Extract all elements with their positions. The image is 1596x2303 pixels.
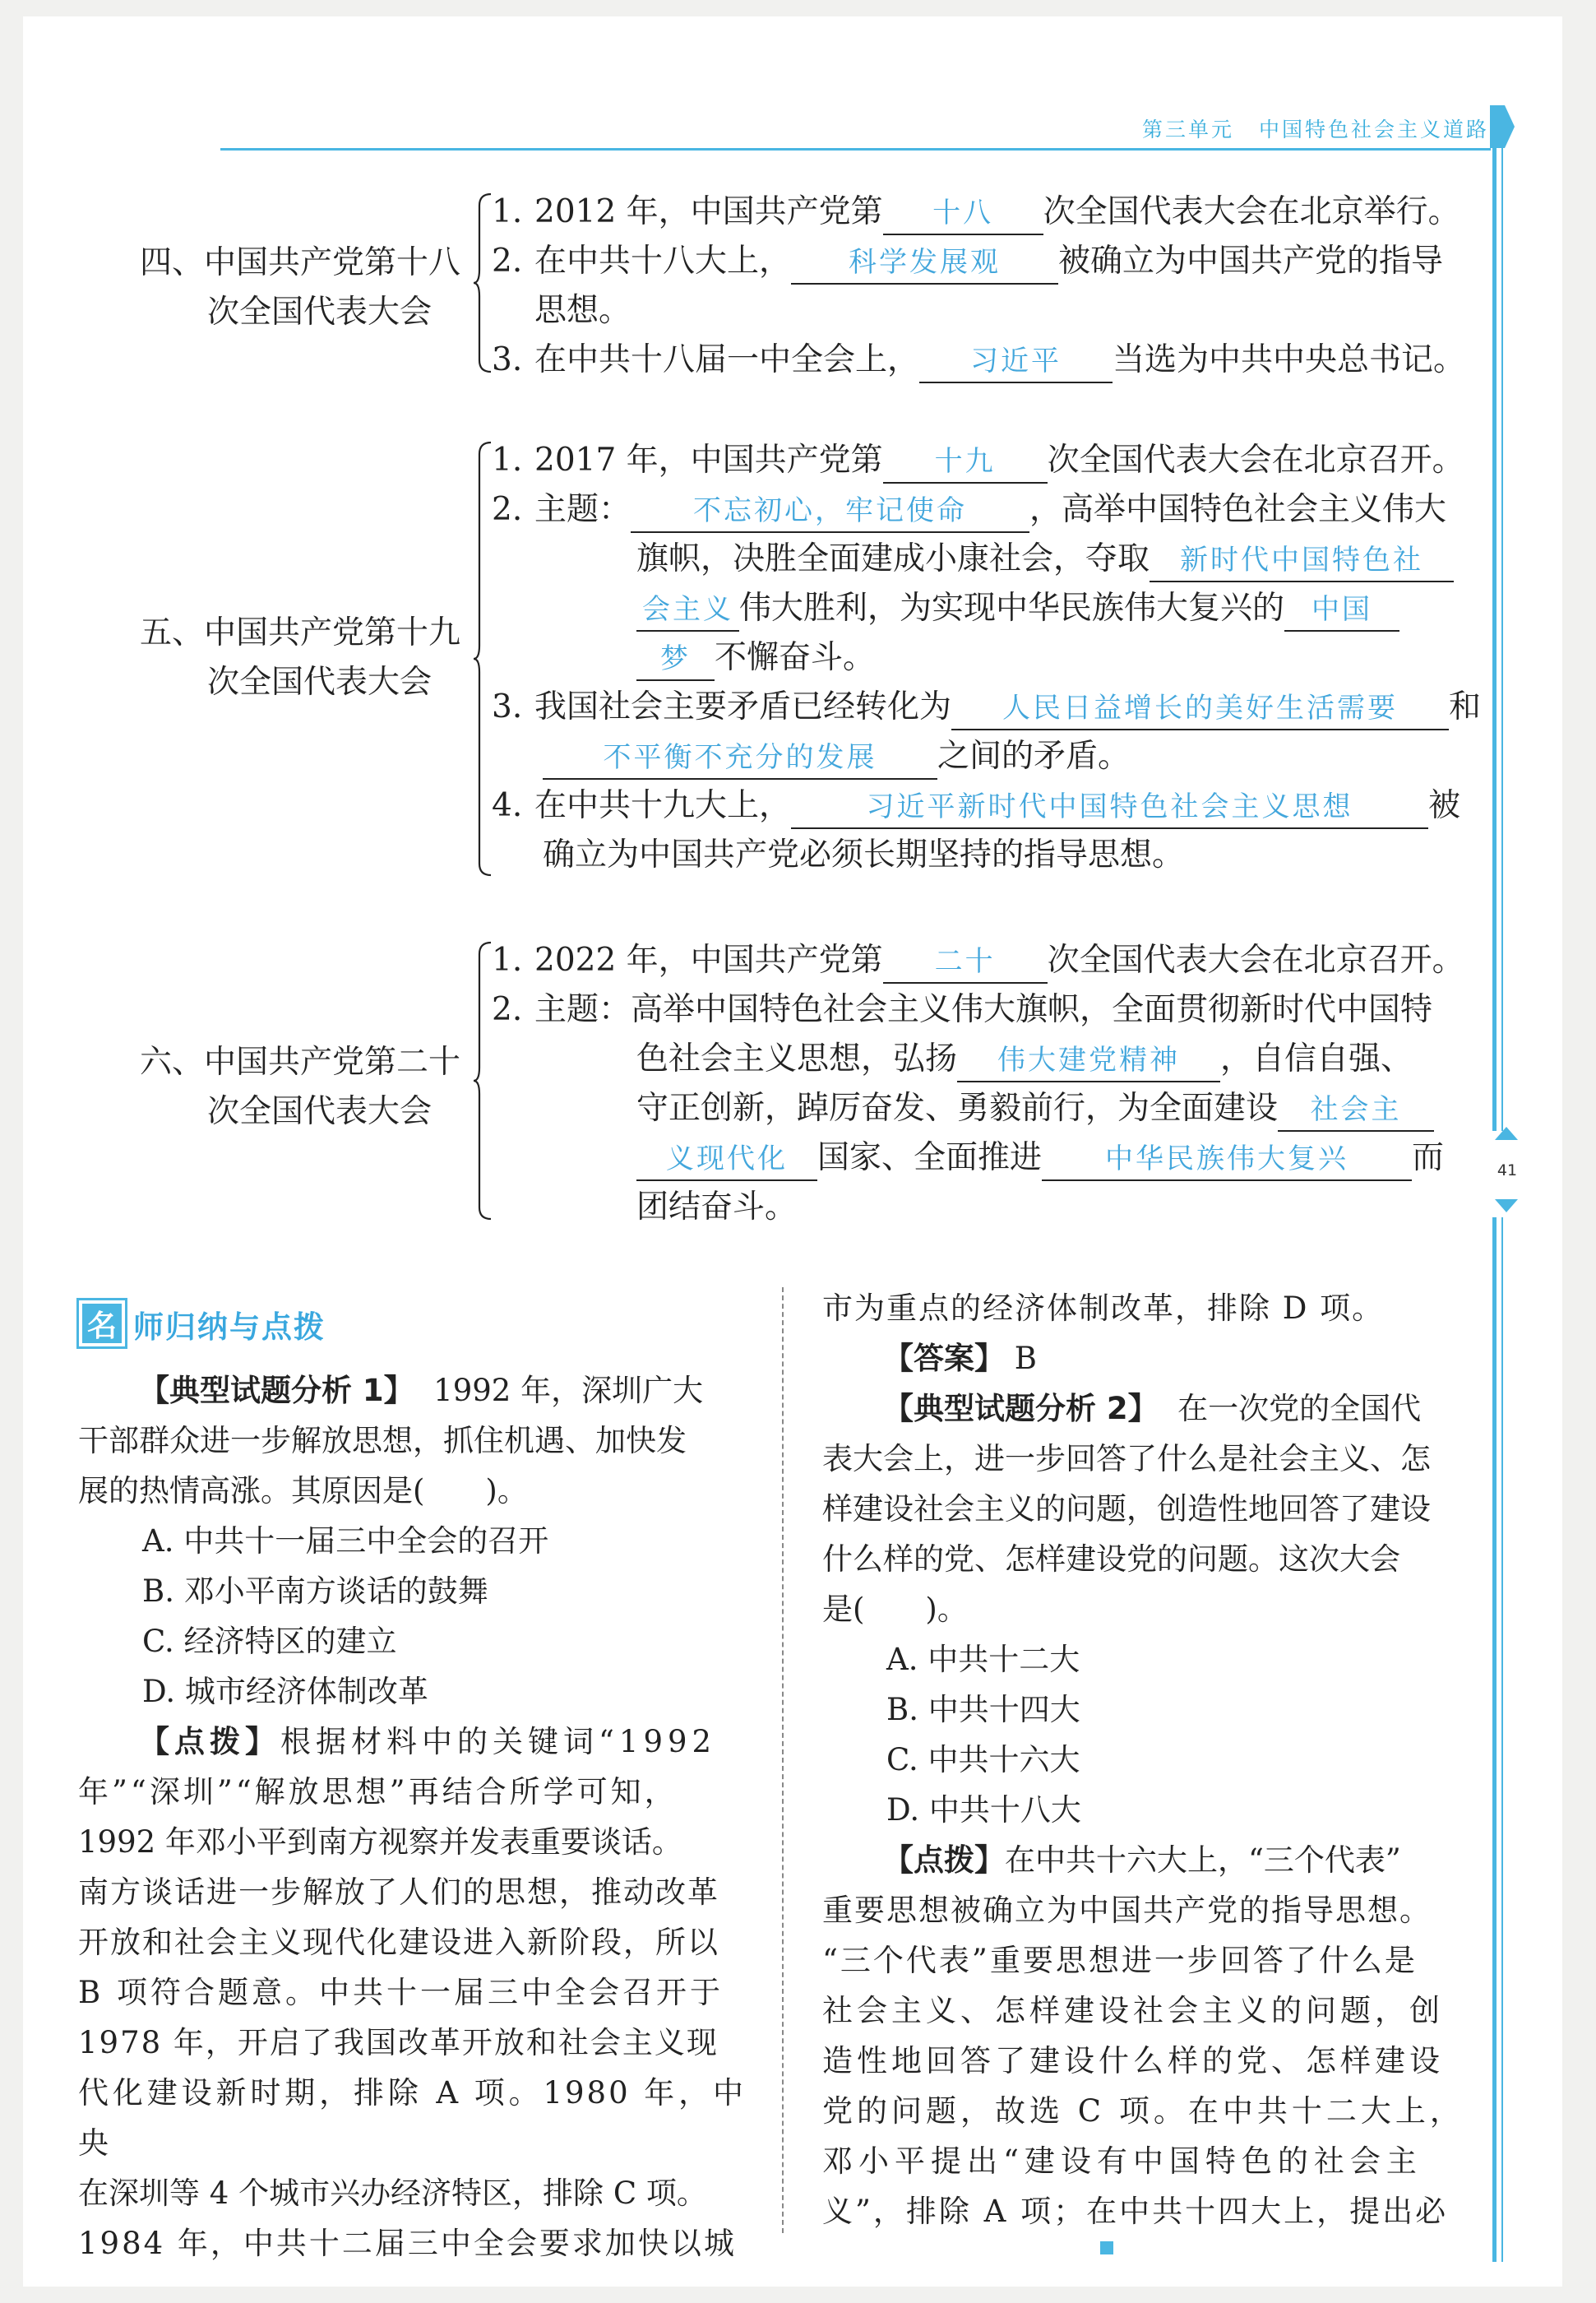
answer-label: 【答案】 <box>883 1341 1005 1376</box>
side-bar-outline-upper <box>1501 148 1520 1131</box>
question-label: 【典型试题分析 1】 <box>139 1373 414 1408</box>
answer-blank: 中华民族伟大复兴 <box>1042 1138 1412 1181</box>
answer-blank: 义现代化 <box>636 1138 817 1181</box>
guide-badge: 名 <box>76 1298 127 1349</box>
section-title: 六、中国共产党第二十 次全国代表大会 <box>140 1044 461 1130</box>
option-c: C. 中共十六大 <box>886 1742 1080 1777</box>
item-list <box>492 188 1483 385</box>
answer-blank: 二十 <box>883 941 1048 984</box>
item-list <box>492 436 1483 880</box>
item-list <box>492 936 1483 1232</box>
answer-blank: 人民日益增长的美好生活需要 <box>951 688 1449 730</box>
list-item: 1. 2017 年，中国共产党第 十九 次全国代表大会在北京召开。 <box>492 436 1483 485</box>
side-bar-lower <box>1492 1217 1497 2262</box>
answer-blank: 不平衡不充分的发展 <box>543 737 937 780</box>
right-column: 市为重点的经济体制改革，排除 D 项。 【答案】 B 【典型试题分析 2】 在一次党的全国代 表大会上，进一步回答了什么是社会主义、怎 样建设社会主义的问题，创造性地回答了建设 什么样的党、怎样建设党的问题。这次大会 是( )。 A. 中共十二大 B. 中共十四大 C. 中共十六大 D. 中共十八大 【点拨】在中共十六大上，“三个代表” 重要思想被确立为中国共产党的指导思想。 “三个代表”重要思想进一步回答了什么是 社会主义、怎样建设社会主义的问题，创 造性地回答了建设什么样的党、怎样建设 党的问题，故选 C 项。在中共十二大上， 邓小平提出“建设有中国特色的社会主 义”，排除 A 项；在中共十四大上，提出必 <box>822 1283 1487 2236</box>
side-bar-outline-lower <box>1501 1217 1520 2262</box>
option-a: A. 中共十一届三中全会的召开 <box>142 1523 549 1559</box>
list-item: 2. 主题：高举中国特色社会主义伟大旗帜，全面贯彻新时代中国特 色社会主义思想，弘扬 伟大建党精神 ，自信自强、 守正创新，踔厉奋发、勇毅前行，为全面建设 社会主 义现代化 国家、全面推进 中华民族伟大复兴 而 团结奋斗。 <box>492 991 1445 1226</box>
answer-blank: 习近平新时代中国特色社会主义思想 <box>791 786 1428 829</box>
list-item: 1. 2012 年，中国共产党第 十八 次全国代表大会在北京举行。 <box>492 188 1483 237</box>
option-d: D. 中共十八大 <box>886 1792 1081 1828</box>
answer-blank: 习近平 <box>919 341 1113 383</box>
answer-blank: 会主义 <box>636 589 739 632</box>
answer-value: B <box>1014 1341 1037 1376</box>
header-rule <box>220 148 1491 151</box>
answer-blank: 中国 <box>1284 589 1399 632</box>
list-item: 2. 在中共十八大上， 科学发展观 被确立为中国共产党的指导 思想。 <box>492 243 1444 329</box>
question-label: 【典型试题分析 2】 <box>883 1391 1159 1426</box>
answer-blank: 伟大建党精神 <box>957 1040 1220 1082</box>
answer-blank: 不忘初心，牢记使命 <box>631 490 1029 533</box>
header-title: 中国特色社会主义道路 <box>1258 118 1489 141</box>
option-c: C. 经济特区的建立 <box>142 1624 397 1659</box>
answer-blank: 新时代中国特色社 <box>1150 540 1454 582</box>
list-item: 2. 主题： 不忘初心，牢记使命 ，高举中国特色社会主义伟大 旗帜，决胜全面建成小康社会，夺取 新时代中国特色社 会主义 伟大胜利，为实现中华民族伟大复兴的 中国 梦 不懈奋斗。 <box>492 485 1483 683</box>
list-item: 4. 在中共十九大上， 习近平新时代中国特色社会主义思想 被 确立为中国共产党必须长期坚持的指导思想。 <box>492 787 1461 873</box>
hint-label: 【点拨】 <box>883 1842 1005 1878</box>
list-item: 3. 我国社会主要矛盾已经转化为 人民日益增长的美好生活需要 和 不平衡不充分的发展 之间的矛盾。 <box>492 683 1483 781</box>
option-b: B. 中共十四大 <box>886 1692 1080 1727</box>
page-number: 41 <box>1497 1161 1518 1179</box>
left-column: 【典型试题分析 1】 1992 年，深圳广大 干部群众进一步解放思想，抓住机遇、加快发 展的热情高涨。其原因是( )。 A. 中共十一届三中全会的召开 B. 邓小平南方谈话的鼓舞 C. 经济特区的建立 D. 城市经济体制改革 【点拨】根据材料中的关键词“1992 年”“深圳”“解放思想”再结合所学可知， 1992 年邓小平到南方视察并发表重要谈话。 南方谈话进一步解放了人们的思想，推动改革 开放和社会主义现代化建设进入新阶段，所以 B 项符合题意。中共十一届三中全会召开于 1978 年，开启了我国改革开放和社会主义现 代化建设新时期，排除 A 项。1980 年，中央 在深圳等 4 个城市兴办经济特区，排除 C 项。 1984 年，中共十二届三中全会要求加快以城 <box>78 1373 746 2261</box>
option-d: D. 城市经济体制改革 <box>142 1674 428 1709</box>
header-unit: 第三单元 <box>1141 118 1234 141</box>
guide-title: 师归纳与点拨 <box>133 1309 326 1345</box>
running-header <box>1117 114 1489 143</box>
hint-label: 【点拨】 <box>139 1724 280 1759</box>
answer-blank: 梦 <box>636 638 715 681</box>
answer-blank: 十九 <box>883 441 1048 484</box>
answer-blank: 十八 <box>883 192 1043 235</box>
answer-blank: 社会主 <box>1278 1089 1434 1132</box>
footer-marker <box>1100 2241 1113 2254</box>
list-item: 1. 2022 年，中国共产党第 二十 次全国代表大会在北京召开。 <box>492 936 1483 985</box>
answer-blank: 科学发展观 <box>791 242 1058 285</box>
side-bar-upper <box>1492 148 1497 1131</box>
option-a: A. 中共十二大 <box>886 1642 1080 1677</box>
list-item: 3. 在中共十八届一中全会上， 习近平 当选为中共中央总书记。 <box>492 336 1483 385</box>
section-title: 四、中国共产党第十八 次全国代表大会 <box>140 244 461 331</box>
column-divider <box>782 1287 784 2233</box>
option-b: B. 邓小平南方谈话的鼓舞 <box>142 1573 488 1609</box>
section-title: 五、中国共产党第十九 次全国代表大会 <box>140 614 461 701</box>
